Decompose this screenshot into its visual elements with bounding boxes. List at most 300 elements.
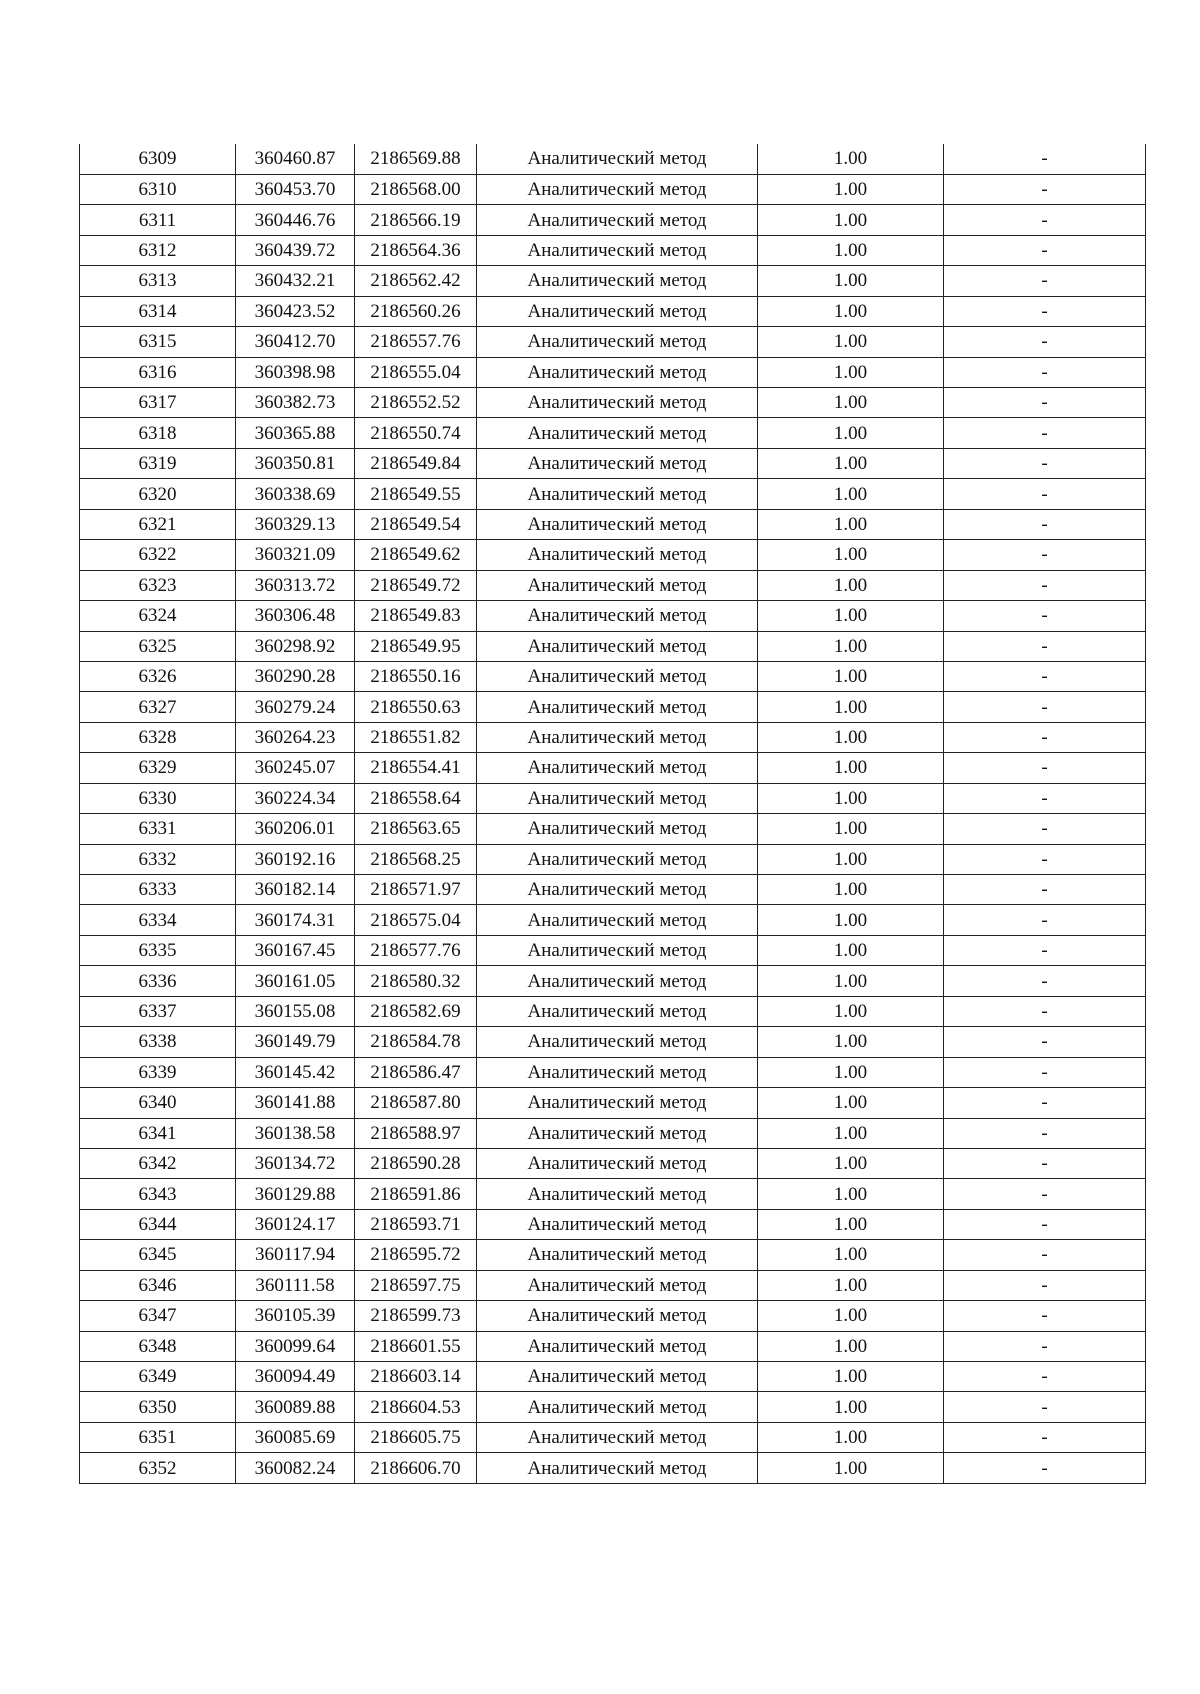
point-number-cell: 6327 bbox=[80, 692, 236, 722]
table-row bbox=[80, 692, 1146, 722]
x-coordinate-cell: 360306.48 bbox=[236, 601, 355, 631]
table-row bbox=[80, 509, 1146, 539]
x-coordinate-cell: 360365.88 bbox=[236, 418, 355, 448]
method-cell: Аналитический метод bbox=[477, 783, 758, 813]
x-coordinate-cell: 360245.07 bbox=[236, 753, 355, 783]
y-coordinate-cell: 2186575.04 bbox=[355, 905, 477, 935]
x-coordinate-cell: 360313.72 bbox=[236, 570, 355, 600]
point-number-cell: 6328 bbox=[80, 722, 236, 752]
y-coordinate-cell: 2186551.82 bbox=[355, 722, 477, 752]
method-cell: Аналитический метод bbox=[477, 144, 758, 174]
method-cell: Аналитический метод bbox=[477, 509, 758, 539]
x-coordinate-cell: 360290.28 bbox=[236, 661, 355, 691]
description-cell: - bbox=[944, 601, 1146, 631]
x-coordinate-cell: 360082.24 bbox=[236, 1453, 355, 1483]
y-coordinate-cell: 2186550.74 bbox=[355, 418, 477, 448]
point-number-cell: 6339 bbox=[80, 1057, 236, 1087]
precision-cell: 1.00 bbox=[758, 540, 944, 570]
coordinates-table-body bbox=[80, 144, 1146, 1483]
x-coordinate-cell: 360439.72 bbox=[236, 235, 355, 265]
table-row bbox=[80, 205, 1146, 235]
method-cell: Аналитический метод bbox=[477, 448, 758, 478]
description-cell: - bbox=[944, 905, 1146, 935]
table-row bbox=[80, 844, 1146, 874]
table-row bbox=[80, 418, 1146, 448]
point-number-cell: 6314 bbox=[80, 296, 236, 326]
point-number-cell: 6318 bbox=[80, 418, 236, 448]
method-cell: Аналитический метод bbox=[477, 601, 758, 631]
point-number-cell: 6310 bbox=[80, 174, 236, 204]
description-cell: - bbox=[944, 1179, 1146, 1209]
y-coordinate-cell: 2186554.41 bbox=[355, 753, 477, 783]
description-cell: - bbox=[944, 1118, 1146, 1148]
precision-cell: 1.00 bbox=[758, 1422, 944, 1452]
precision-cell: 1.00 bbox=[758, 1027, 944, 1057]
method-cell: Аналитический метод bbox=[477, 570, 758, 600]
description-cell: - bbox=[944, 753, 1146, 783]
x-coordinate-cell: 360338.69 bbox=[236, 479, 355, 509]
method-cell: Аналитический метод bbox=[477, 935, 758, 965]
precision-cell: 1.00 bbox=[758, 875, 944, 905]
method-cell: Аналитический метод bbox=[477, 174, 758, 204]
table-row bbox=[80, 266, 1146, 296]
x-coordinate-cell: 360138.58 bbox=[236, 1118, 355, 1148]
description-cell: - bbox=[944, 1270, 1146, 1300]
precision-cell: 1.00 bbox=[758, 1453, 944, 1483]
point-number-cell: 6337 bbox=[80, 996, 236, 1026]
description-cell: - bbox=[944, 1392, 1146, 1422]
precision-cell: 1.00 bbox=[758, 783, 944, 813]
table-row bbox=[80, 1392, 1146, 1422]
method-cell: Аналитический метод bbox=[477, 235, 758, 265]
description-cell: - bbox=[944, 296, 1146, 326]
point-number-cell: 6350 bbox=[80, 1392, 236, 1422]
x-coordinate-cell: 360264.23 bbox=[236, 722, 355, 752]
table-row bbox=[80, 235, 1146, 265]
table-row bbox=[80, 479, 1146, 509]
x-coordinate-cell: 360094.49 bbox=[236, 1362, 355, 1392]
y-coordinate-cell: 2186566.19 bbox=[355, 205, 477, 235]
description-cell: - bbox=[944, 1331, 1146, 1361]
method-cell: Аналитический метод bbox=[477, 1118, 758, 1148]
table-row bbox=[80, 966, 1146, 996]
description-cell: - bbox=[944, 783, 1146, 813]
method-cell: Аналитический метод bbox=[477, 1240, 758, 1270]
precision-cell: 1.00 bbox=[758, 418, 944, 448]
table-row bbox=[80, 144, 1146, 174]
point-number-cell: 6323 bbox=[80, 570, 236, 600]
y-coordinate-cell: 2186550.16 bbox=[355, 661, 477, 691]
y-coordinate-cell: 2186604.53 bbox=[355, 1392, 477, 1422]
description-cell: - bbox=[944, 357, 1146, 387]
table-row bbox=[80, 1118, 1146, 1148]
point-number-cell: 6345 bbox=[80, 1240, 236, 1270]
method-cell: Аналитический метод bbox=[477, 357, 758, 387]
y-coordinate-cell: 2186591.86 bbox=[355, 1179, 477, 1209]
y-coordinate-cell: 2186593.71 bbox=[355, 1209, 477, 1239]
y-coordinate-cell: 2186550.63 bbox=[355, 692, 477, 722]
method-cell: Аналитический метод bbox=[477, 1057, 758, 1087]
precision-cell: 1.00 bbox=[758, 1118, 944, 1148]
y-coordinate-cell: 2186580.32 bbox=[355, 966, 477, 996]
point-number-cell: 6336 bbox=[80, 966, 236, 996]
precision-cell: 1.00 bbox=[758, 1392, 944, 1422]
point-number-cell: 6313 bbox=[80, 266, 236, 296]
y-coordinate-cell: 2186549.84 bbox=[355, 448, 477, 478]
table-row bbox=[80, 540, 1146, 570]
precision-cell: 1.00 bbox=[758, 1240, 944, 1270]
method-cell: Аналитический метод bbox=[477, 1209, 758, 1239]
precision-cell: 1.00 bbox=[758, 601, 944, 631]
precision-cell: 1.00 bbox=[758, 357, 944, 387]
precision-cell: 1.00 bbox=[758, 1057, 944, 1087]
point-number-cell: 6312 bbox=[80, 235, 236, 265]
method-cell: Аналитический метод bbox=[477, 1088, 758, 1118]
description-cell: - bbox=[944, 722, 1146, 752]
description-cell: - bbox=[944, 1301, 1146, 1331]
x-coordinate-cell: 360182.14 bbox=[236, 875, 355, 905]
x-coordinate-cell: 360350.81 bbox=[236, 448, 355, 478]
precision-cell: 1.00 bbox=[758, 1179, 944, 1209]
x-coordinate-cell: 360129.88 bbox=[236, 1179, 355, 1209]
y-coordinate-cell: 2186564.36 bbox=[355, 235, 477, 265]
method-cell: Аналитический метод bbox=[477, 1027, 758, 1057]
description-cell: - bbox=[944, 570, 1146, 600]
table-row bbox=[80, 174, 1146, 204]
y-coordinate-cell: 2186557.76 bbox=[355, 327, 477, 357]
method-cell: Аналитический метод bbox=[477, 1270, 758, 1300]
x-coordinate-cell: 360161.05 bbox=[236, 966, 355, 996]
precision-cell: 1.00 bbox=[758, 1088, 944, 1118]
precision-cell: 1.00 bbox=[758, 1148, 944, 1178]
table-row bbox=[80, 1027, 1146, 1057]
method-cell: Аналитический метод bbox=[477, 996, 758, 1026]
precision-cell: 1.00 bbox=[758, 1301, 944, 1331]
table-row bbox=[80, 1088, 1146, 1118]
x-coordinate-cell: 360111.58 bbox=[236, 1270, 355, 1300]
description-cell: - bbox=[944, 174, 1146, 204]
method-cell: Аналитический метод bbox=[477, 1301, 758, 1331]
method-cell: Аналитический метод bbox=[477, 631, 758, 661]
point-number-cell: 6309 bbox=[80, 144, 236, 174]
description-cell: - bbox=[944, 1240, 1146, 1270]
precision-cell: 1.00 bbox=[758, 844, 944, 874]
method-cell: Аналитический метод bbox=[477, 722, 758, 752]
y-coordinate-cell: 2186587.80 bbox=[355, 1088, 477, 1118]
y-coordinate-cell: 2186582.69 bbox=[355, 996, 477, 1026]
point-number-cell: 6332 bbox=[80, 844, 236, 874]
precision-cell: 1.00 bbox=[758, 388, 944, 418]
precision-cell: 1.00 bbox=[758, 509, 944, 539]
table-row bbox=[80, 1240, 1146, 1270]
x-coordinate-cell: 360398.98 bbox=[236, 357, 355, 387]
method-cell: Аналитический метод bbox=[477, 479, 758, 509]
description-cell: - bbox=[944, 814, 1146, 844]
description-cell: - bbox=[944, 935, 1146, 965]
x-coordinate-cell: 360145.42 bbox=[236, 1057, 355, 1087]
precision-cell: 1.00 bbox=[758, 479, 944, 509]
y-coordinate-cell: 2186549.95 bbox=[355, 631, 477, 661]
description-cell: - bbox=[944, 448, 1146, 478]
table-row bbox=[80, 1179, 1146, 1209]
precision-cell: 1.00 bbox=[758, 144, 944, 174]
description-cell: - bbox=[944, 1362, 1146, 1392]
x-coordinate-cell: 360298.92 bbox=[236, 631, 355, 661]
method-cell: Аналитический метод bbox=[477, 1331, 758, 1361]
x-coordinate-cell: 360460.87 bbox=[236, 144, 355, 174]
description-cell: - bbox=[944, 266, 1146, 296]
y-coordinate-cell: 2186597.75 bbox=[355, 1270, 477, 1300]
description-cell: - bbox=[944, 631, 1146, 661]
x-coordinate-cell: 360117.94 bbox=[236, 1240, 355, 1270]
y-coordinate-cell: 2186606.70 bbox=[355, 1453, 477, 1483]
x-coordinate-cell: 360446.76 bbox=[236, 205, 355, 235]
y-coordinate-cell: 2186584.78 bbox=[355, 1027, 477, 1057]
y-coordinate-cell: 2186563.65 bbox=[355, 814, 477, 844]
y-coordinate-cell: 2186549.72 bbox=[355, 570, 477, 600]
table-row bbox=[80, 814, 1146, 844]
x-coordinate-cell: 360089.88 bbox=[236, 1392, 355, 1422]
x-coordinate-cell: 360279.24 bbox=[236, 692, 355, 722]
table-row bbox=[80, 661, 1146, 691]
table-row bbox=[80, 327, 1146, 357]
x-coordinate-cell: 360124.17 bbox=[236, 1209, 355, 1239]
y-coordinate-cell: 2186562.42 bbox=[355, 266, 477, 296]
point-number-cell: 6352 bbox=[80, 1453, 236, 1483]
precision-cell: 1.00 bbox=[758, 753, 944, 783]
x-coordinate-cell: 360224.34 bbox=[236, 783, 355, 813]
point-number-cell: 6335 bbox=[80, 935, 236, 965]
precision-cell: 1.00 bbox=[758, 996, 944, 1026]
y-coordinate-cell: 2186555.04 bbox=[355, 357, 477, 387]
y-coordinate-cell: 2186568.00 bbox=[355, 174, 477, 204]
precision-cell: 1.00 bbox=[758, 905, 944, 935]
point-number-cell: 6334 bbox=[80, 905, 236, 935]
table-row bbox=[80, 388, 1146, 418]
x-coordinate-cell: 360149.79 bbox=[236, 1027, 355, 1057]
description-cell: - bbox=[944, 1453, 1146, 1483]
y-coordinate-cell: 2186549.55 bbox=[355, 479, 477, 509]
method-cell: Аналитический метод bbox=[477, 1392, 758, 1422]
table-row bbox=[80, 1057, 1146, 1087]
y-coordinate-cell: 2186549.83 bbox=[355, 601, 477, 631]
method-cell: Аналитический метод bbox=[477, 1148, 758, 1178]
precision-cell: 1.00 bbox=[758, 448, 944, 478]
table-row bbox=[80, 875, 1146, 905]
method-cell: Аналитический метод bbox=[477, 1179, 758, 1209]
precision-cell: 1.00 bbox=[758, 570, 944, 600]
description-cell: - bbox=[944, 692, 1146, 722]
x-coordinate-cell: 360174.31 bbox=[236, 905, 355, 935]
x-coordinate-cell: 360321.09 bbox=[236, 540, 355, 570]
x-coordinate-cell: 360453.70 bbox=[236, 174, 355, 204]
point-number-cell: 6330 bbox=[80, 783, 236, 813]
precision-cell: 1.00 bbox=[758, 327, 944, 357]
point-number-cell: 6344 bbox=[80, 1209, 236, 1239]
precision-cell: 1.00 bbox=[758, 966, 944, 996]
y-coordinate-cell: 2186549.54 bbox=[355, 509, 477, 539]
description-cell: - bbox=[944, 509, 1146, 539]
method-cell: Аналитический метод bbox=[477, 1362, 758, 1392]
description-cell: - bbox=[944, 1027, 1146, 1057]
y-coordinate-cell: 2186586.47 bbox=[355, 1057, 477, 1087]
y-coordinate-cell: 2186605.75 bbox=[355, 1422, 477, 1452]
method-cell: Аналитический метод bbox=[477, 875, 758, 905]
description-cell: - bbox=[944, 418, 1146, 448]
table-row bbox=[80, 1270, 1146, 1300]
precision-cell: 1.00 bbox=[758, 1362, 944, 1392]
x-coordinate-cell: 360099.64 bbox=[236, 1331, 355, 1361]
method-cell: Аналитический метод bbox=[477, 661, 758, 691]
y-coordinate-cell: 2186549.62 bbox=[355, 540, 477, 570]
point-number-cell: 6326 bbox=[80, 661, 236, 691]
description-cell: - bbox=[944, 1148, 1146, 1178]
precision-cell: 1.00 bbox=[758, 174, 944, 204]
description-cell: - bbox=[944, 844, 1146, 874]
y-coordinate-cell: 2186558.64 bbox=[355, 783, 477, 813]
point-number-cell: 6321 bbox=[80, 509, 236, 539]
method-cell: Аналитический метод bbox=[477, 814, 758, 844]
precision-cell: 1.00 bbox=[758, 661, 944, 691]
precision-cell: 1.00 bbox=[758, 266, 944, 296]
y-coordinate-cell: 2186601.55 bbox=[355, 1331, 477, 1361]
method-cell: Аналитический метод bbox=[477, 388, 758, 418]
point-number-cell: 6322 bbox=[80, 540, 236, 570]
table-row bbox=[80, 1148, 1146, 1178]
x-coordinate-cell: 360167.45 bbox=[236, 935, 355, 965]
table-row bbox=[80, 357, 1146, 387]
precision-cell: 1.00 bbox=[758, 1270, 944, 1300]
point-number-cell: 6319 bbox=[80, 448, 236, 478]
precision-cell: 1.00 bbox=[758, 692, 944, 722]
x-coordinate-cell: 360105.39 bbox=[236, 1301, 355, 1331]
description-cell: - bbox=[944, 327, 1146, 357]
point-number-cell: 6311 bbox=[80, 205, 236, 235]
table-row bbox=[80, 1301, 1146, 1331]
method-cell: Аналитический метод bbox=[477, 205, 758, 235]
point-number-cell: 6343 bbox=[80, 1179, 236, 1209]
y-coordinate-cell: 2186568.25 bbox=[355, 844, 477, 874]
point-number-cell: 6348 bbox=[80, 1331, 236, 1361]
y-coordinate-cell: 2186590.28 bbox=[355, 1148, 477, 1178]
table-row bbox=[80, 996, 1146, 1026]
x-coordinate-cell: 360192.16 bbox=[236, 844, 355, 874]
table-row bbox=[80, 1422, 1146, 1452]
x-coordinate-cell: 360141.88 bbox=[236, 1088, 355, 1118]
table-row bbox=[80, 570, 1146, 600]
y-coordinate-cell: 2186595.72 bbox=[355, 1240, 477, 1270]
precision-cell: 1.00 bbox=[758, 631, 944, 661]
table-row bbox=[80, 1331, 1146, 1361]
method-cell: Аналитический метод bbox=[477, 540, 758, 570]
method-cell: Аналитический метод bbox=[477, 1453, 758, 1483]
method-cell: Аналитический метод bbox=[477, 418, 758, 448]
precision-cell: 1.00 bbox=[758, 296, 944, 326]
point-number-cell: 6317 bbox=[80, 388, 236, 418]
x-coordinate-cell: 360382.73 bbox=[236, 388, 355, 418]
point-number-cell: 6316 bbox=[80, 357, 236, 387]
method-cell: Аналитический метод bbox=[477, 266, 758, 296]
description-cell: - bbox=[944, 1209, 1146, 1239]
coordinates-table bbox=[79, 144, 1146, 1484]
y-coordinate-cell: 2186560.26 bbox=[355, 296, 477, 326]
description-cell: - bbox=[944, 966, 1146, 996]
y-coordinate-cell: 2186569.88 bbox=[355, 144, 477, 174]
description-cell: - bbox=[944, 205, 1146, 235]
description-cell: - bbox=[944, 1088, 1146, 1118]
method-cell: Аналитический метод bbox=[477, 753, 758, 783]
precision-cell: 1.00 bbox=[758, 235, 944, 265]
method-cell: Аналитический метод bbox=[477, 966, 758, 996]
precision-cell: 1.00 bbox=[758, 1331, 944, 1361]
point-number-cell: 6346 bbox=[80, 1270, 236, 1300]
point-number-cell: 6329 bbox=[80, 753, 236, 783]
table-row bbox=[80, 722, 1146, 752]
point-number-cell: 6341 bbox=[80, 1118, 236, 1148]
table-row bbox=[80, 753, 1146, 783]
method-cell: Аналитический метод bbox=[477, 327, 758, 357]
point-number-cell: 6349 bbox=[80, 1362, 236, 1392]
x-coordinate-cell: 360423.52 bbox=[236, 296, 355, 326]
x-coordinate-cell: 360432.21 bbox=[236, 266, 355, 296]
precision-cell: 1.00 bbox=[758, 722, 944, 752]
description-cell: - bbox=[944, 388, 1146, 418]
y-coordinate-cell: 2186599.73 bbox=[355, 1301, 477, 1331]
x-coordinate-cell: 360206.01 bbox=[236, 814, 355, 844]
table-row bbox=[80, 905, 1146, 935]
table-row bbox=[80, 1362, 1146, 1392]
table-row bbox=[80, 601, 1146, 631]
point-number-cell: 6347 bbox=[80, 1301, 236, 1331]
precision-cell: 1.00 bbox=[758, 814, 944, 844]
x-coordinate-cell: 360329.13 bbox=[236, 509, 355, 539]
y-coordinate-cell: 2186552.52 bbox=[355, 388, 477, 418]
method-cell: Аналитический метод bbox=[477, 905, 758, 935]
precision-cell: 1.00 bbox=[758, 205, 944, 235]
x-coordinate-cell: 360155.08 bbox=[236, 996, 355, 1026]
x-coordinate-cell: 360134.72 bbox=[236, 1148, 355, 1178]
y-coordinate-cell: 2186571.97 bbox=[355, 875, 477, 905]
table-row bbox=[80, 296, 1146, 326]
point-number-cell: 6351 bbox=[80, 1422, 236, 1452]
method-cell: Аналитический метод bbox=[477, 1422, 758, 1452]
point-number-cell: 6333 bbox=[80, 875, 236, 905]
point-number-cell: 6338 bbox=[80, 1027, 236, 1057]
point-number-cell: 6342 bbox=[80, 1148, 236, 1178]
description-cell: - bbox=[944, 1057, 1146, 1087]
description-cell: - bbox=[944, 479, 1146, 509]
description-cell: - bbox=[944, 540, 1146, 570]
table-row bbox=[80, 1209, 1146, 1239]
method-cell: Аналитический метод bbox=[477, 844, 758, 874]
table-row bbox=[80, 935, 1146, 965]
y-coordinate-cell: 2186577.76 bbox=[355, 935, 477, 965]
table-row bbox=[80, 783, 1146, 813]
y-coordinate-cell: 2186603.14 bbox=[355, 1362, 477, 1392]
point-number-cell: 6320 bbox=[80, 479, 236, 509]
method-cell: Аналитический метод bbox=[477, 296, 758, 326]
y-coordinate-cell: 2186588.97 bbox=[355, 1118, 477, 1148]
description-cell: - bbox=[944, 235, 1146, 265]
description-cell: - bbox=[944, 661, 1146, 691]
point-number-cell: 6325 bbox=[80, 631, 236, 661]
point-number-cell: 6340 bbox=[80, 1088, 236, 1118]
table-row bbox=[80, 631, 1146, 661]
description-cell: - bbox=[944, 144, 1146, 174]
precision-cell: 1.00 bbox=[758, 935, 944, 965]
point-number-cell: 6315 bbox=[80, 327, 236, 357]
table-row bbox=[80, 1453, 1146, 1483]
